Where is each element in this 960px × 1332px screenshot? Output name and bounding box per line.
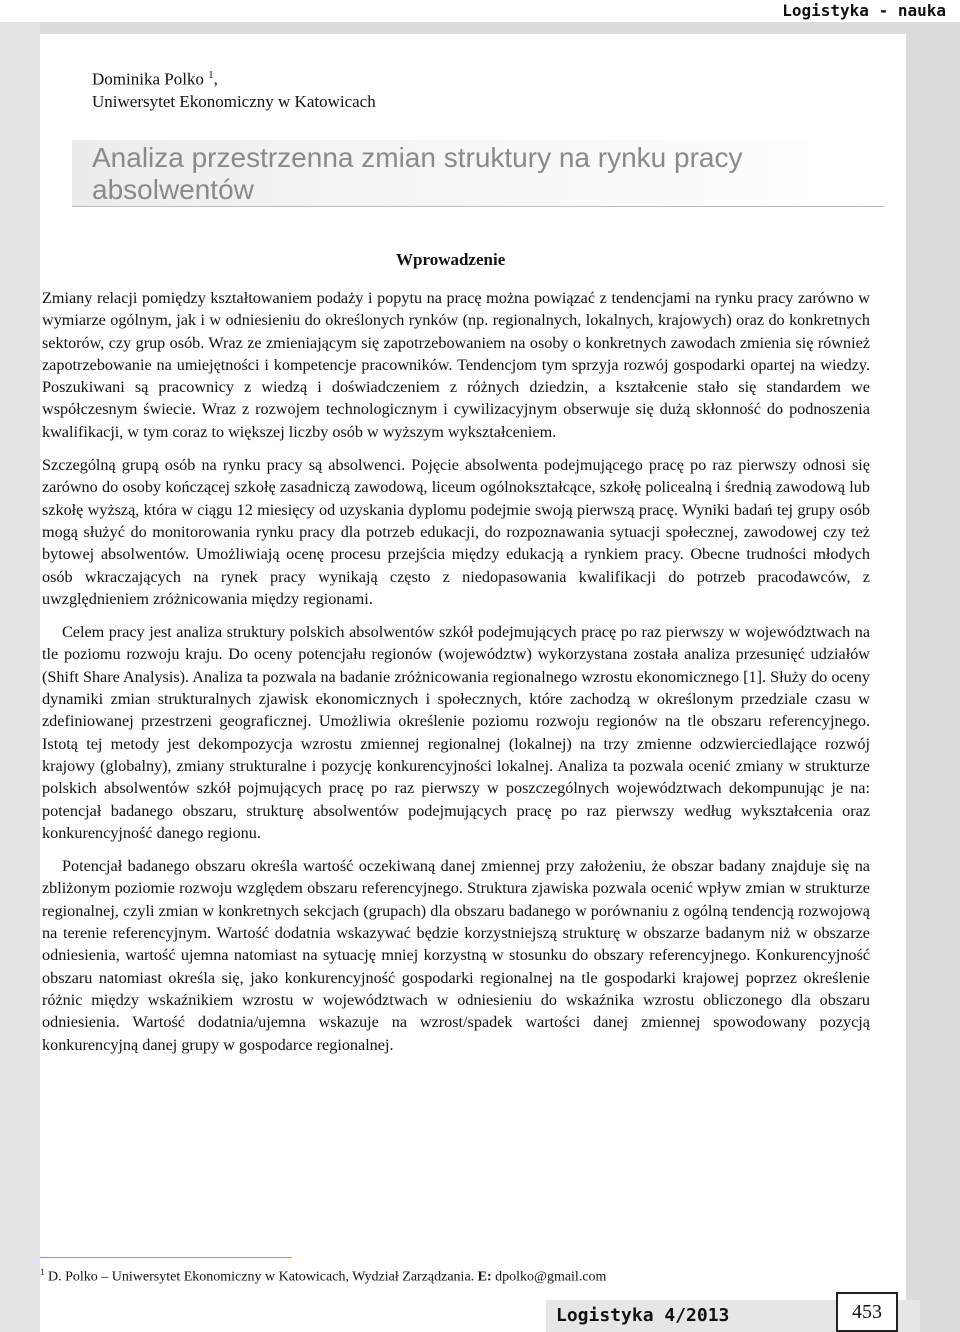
author-block: Dominika Polko $^1$, Uniwersytet Ekonomiczny w Katowicach (92, 69, 376, 111)
author-affiliation: Uniwersytet Ekonomiczny w Katowicach (92, 91, 376, 111)
footnote-divider (40, 1257, 292, 1258)
paragraph: Zmiany relacji pomiędzy kształtowaniem podaży i popytu na pracę można powiązać z tendencjami na rynku pracy zarówno w wymiarze ogólnym, jak i w odniesieniu do określonych rynków (np. regionalnych, lokalnych, krajowych) oraz do konkretnych sektorów, czy grup osób. Wraz ze zmieniającym się zapotrzebowaniem na osoby o konkretnych zawodach zmienia się również zapotrzebowanie na umiejętności i kompetencje pracowników. Tendencjom tym sprzyja rozwój gospodarki opartej na wiedzy. Poszukiwani są pracownicy z wiedzą i doświadczeniem z różnych dziedzin, a kształcenie stało się standardem we współczesnym świecie. Wraz z rozwojem technologicznym i cywilizacyjnym obserwuje się dużą skłonność do podnoszenia kwalifikacji, w tym coraz to większej liczby osób w wyższym wykształceniem. (42, 289, 870, 441)
footnote (40, 1262, 860, 1288)
paragraph: Celem pracy jest analiza struktury polskich absolwentów szkół podejmujących pracę po raz pierwszy w województwach na tle poziomu rozwoju kraju. Do oceny potencjału regionów (województw) wykorzystana została analiza przesunięć udziałów (Shift Share Analysis). Analiza ta pozwala na badanie zróżnicowania regionalnego wzrostu ekonomicznego [1]. Służy do oceny dynamiki zmian strukturalnych zjawisk ekonomicznych i społecznych, które zachodzą w określonym przedziale czasu w zdefiniowanej przestrzeni geograficznej. Umożliwia określenie poziomu rozwoju regionów na tle obszaru referencyjnego. Istotą tej metody jest dekompozycja wzrostu zmiennej regionalnej (lokalnej) na trzy zmienne odzwierciedlające rozwój krajowy (globalny), zmiany strukturalne i pozycję konkurencyjności lokalnej. Analiza ta pozwala ocenić zmiany w strukturze polskich absolwentów szkół pojmujących pracę po raz pierwszy w poszczególnych województwach dekompunując je na: potencjał badanego obszaru, strukturę absolwentów podejmujących pracę po raz pierwszy według wykształcenia oraz konkurencyjność danego regionu. (42, 623, 870, 842)
paragraph: Szczególną grupą osób na rynku pracy są absolwenci. Pojęcie absolwenta podejmującego pracę po raz pierwszy odnosi się zarówno do osoby kończącej szkołę zasadniczą zawodową, liceum ogólnokształcące, szkołę policealną i średnią zawodową lub szkołę wyższą, która w ciągu 12 miesięcy od uzyskania dyplomu podejmie swoją pierwszą pracę. Wyniki badań tej grupy osób mogą służyć do monitorowania rynku pracy dla potrzeb edukacji, do rozpoznawania sytuacji społecznej, zawodowej czy też bytowej absolwentów. Umożliwiają ocenę procesu przejścia między edukacją a rynkiem pracy. Obecne trudności młodych osób wkraczających na rynek pracy wynikają często z niedopasowania kwalifikacji do potrzeb pracodawców, z uwzględnieniem zróżnicowania między regionami. (42, 456, 870, 608)
section-header: Logistyka - nauka (782, 1, 946, 20)
left-margin-strip (0, 22, 40, 1332)
author-name: Dominika Polko (92, 69, 204, 89)
footnote-mark: 1 (40, 1267, 45, 1277)
paragraph: Potencjał badanego obszaru określa wartość oczekiwaną danej zmiennej przy założeniu, że obszar badany znajduje się na zbliżonym poziomie rozwoju względem obszaru referencyjnego. Struktura zjawiska pozwala ocenić wpływ zmian w strukturze regionalnej, czyli zmian w konkretnych sekcjach (grupach) dla obszaru badanego w porównaniu z ogólną tendencją rozwojową na terenie referencyjnym. Wartość dodatnia wskazywać będzie korzystniejszą strukturę w obszarze badanym niż w obszarze odniesienia, wartość ujemna natomiast na sytuację mniej korzystną w stosunku do obszary referencyjnego. Konkurencyjność obszaru natomiast określa się, jako konkurencyjność gospodarki regionalnej na tle gospodarki krajowej poprzez określenie różnic między wskaźnikiem wzrostu w województwach w odniesieniu do wskaźnika wzrostu obliczonego dla obszaru odniesienia. Wartość dodatnia/ujemna wskazuje na wzrost/spadek wartości danej zmiennej spowodowany pozycją konkurencyjną danej grupy w gospodarce regionalnej. (42, 857, 870, 1054)
footnote-text: D. Polko – Uniwersytet Ekonomiczny w Katowicach, Wydział Zarządzania. (48, 1269, 475, 1285)
journal-issue: Logistyka 4/2013 (556, 1305, 730, 1326)
article-title: Analiza przestrzenna zmian struktury na rynku pracy absolwentów (92, 142, 743, 205)
page-number: 453 (836, 1292, 898, 1332)
section-heading: Wprowadzenie (396, 250, 506, 269)
body-text (42, 287, 870, 1067)
footnote-email-label: E: (477, 1269, 492, 1285)
footnote-email: dpolko@gmail.com (495, 1269, 607, 1285)
author-footnote-mark: 1 (208, 69, 214, 81)
